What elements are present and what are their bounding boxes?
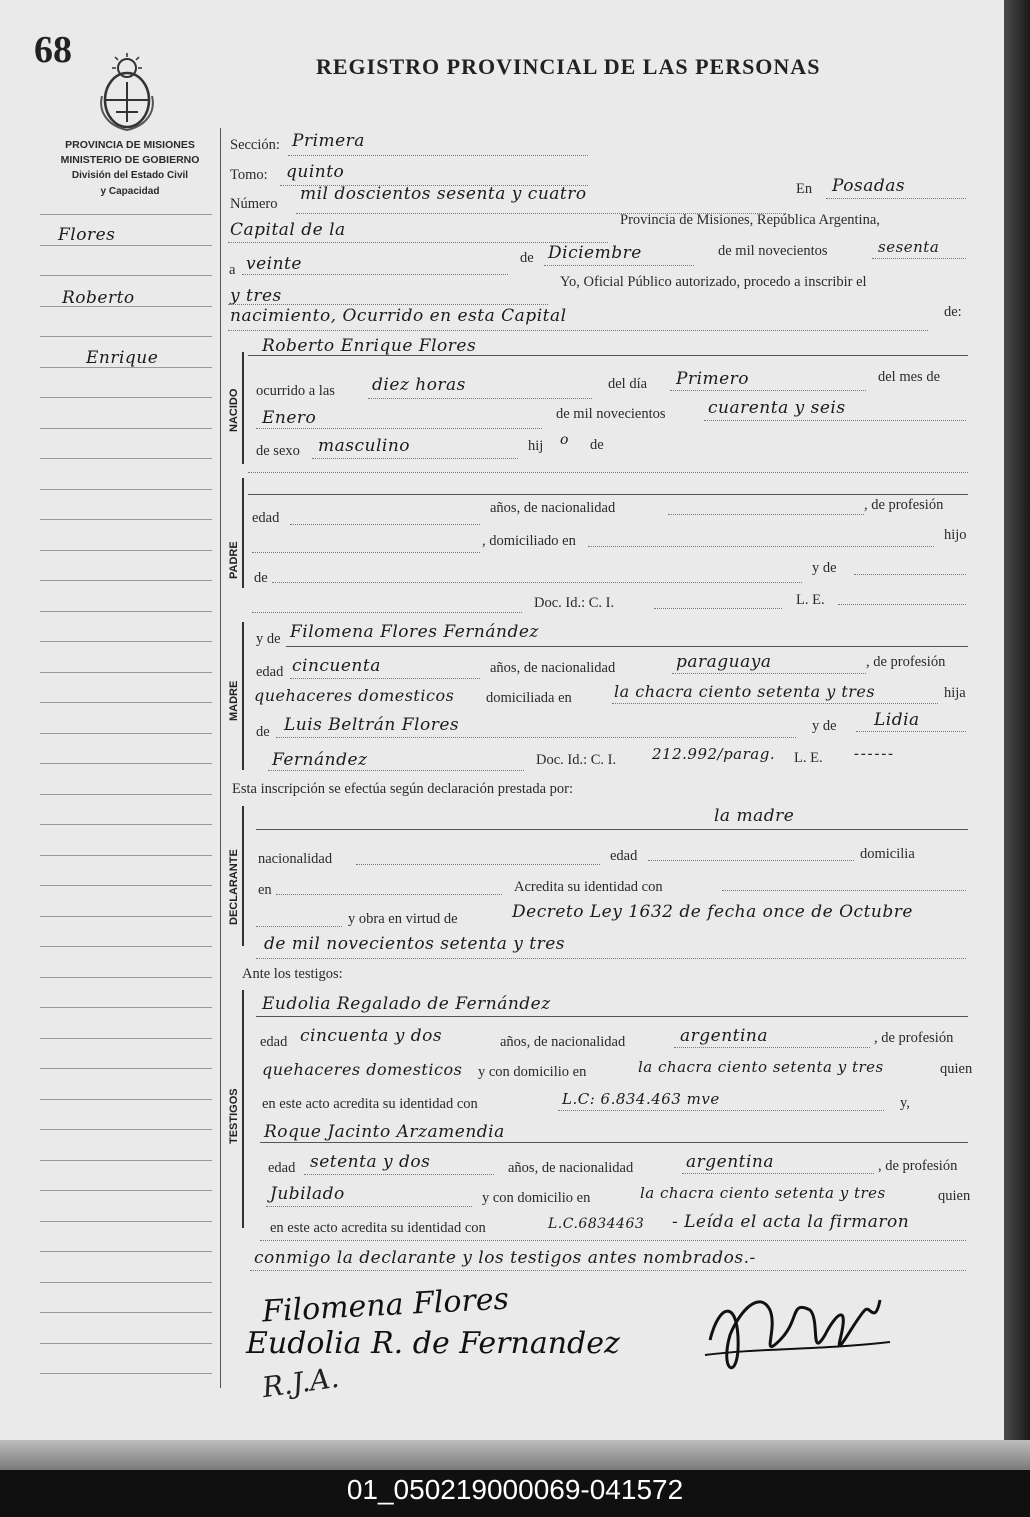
declarante-en-label: en [258,882,272,898]
padre-anos-label: años, de nacionalidad [490,500,616,516]
testigo1-nac: argentina [680,1026,769,1046]
testigo2-domicilio: la chacra ciento setenta y tres [640,1184,886,1202]
declarante-nac-label: nacionalidad [258,851,333,867]
margin-rule [40,550,212,551]
madre-edad-label: edad [256,664,284,680]
sexo-label: de sexo [256,443,300,459]
nac-anio-value: cuarenta y seis [708,398,846,418]
madre-hija-label: hija [944,685,966,701]
margin-rule [40,458,212,459]
signature-eudolia: Eudolia R. de Fernandez [246,1326,620,1361]
padre-dom-label: , domiciliado en [482,533,576,549]
margin-rule [40,824,212,825]
madre-domicilio: la chacra ciento setenta y tres [614,682,876,701]
madre-yde-label: y de [256,631,281,647]
margin-rule [40,733,212,734]
testigo2-profesion: Jubilado [270,1184,345,1204]
acto-value: nacimiento, Ocurrido en esta Capital [230,306,567,326]
margin-rule [40,794,212,795]
madre-anos-label: años, de nacionalidad [490,660,616,676]
margin-rule [40,946,212,947]
margin-rule [40,702,212,703]
yo-text: Yo, Oficial Público autorizado, procedo a inscribir el [560,274,867,290]
margin-rule [40,245,212,246]
tomo-value: quinto [286,162,345,182]
madre-yde2-label: y de [812,718,837,734]
margin-rule [40,977,212,978]
declarante-domicilia-label: domicilia [860,846,915,862]
padre-le-label: L. E. [796,592,825,608]
madre-padre: Luis Beltrán Flores [284,715,460,735]
margin-rule [40,916,212,917]
margin-rule [40,1343,212,1344]
t1-quien-label: quien [940,1061,973,1077]
margin-rule [40,1282,212,1283]
mes-label: del mes de [878,369,941,385]
numero-label: Número [230,196,278,212]
capital-value: Capital de la [230,220,346,240]
official-stamp [739,1379,921,1438]
margin-rule [40,1068,212,1069]
anio-prefix: de mil novecientos [718,243,828,259]
declarante-virtud-2: de mil novecientos setenta y tres [264,934,566,954]
margin-rule [40,1129,212,1130]
margin-name-2: Enrique [86,348,159,368]
testigo1-nombre: Eudolia Regalado de Fernández [262,994,551,1014]
madre-prof-label: , de profesión [866,654,946,670]
madre-le-label: L. E. [794,750,823,766]
org-line-4: y Capacidad [100,186,160,197]
hijo-de-label: de [590,437,604,453]
declarante-acredita-label: Acredita su identidad con [514,879,663,895]
margin-rule [40,214,212,215]
madre-profesion: quehaceres domesticos [254,686,455,705]
testigo2-doc: L.C.6834463 [548,1216,645,1232]
t1-edad-label: edad [260,1034,288,1050]
hijo-label: hij [528,438,544,454]
cierre-2: conmigo la declarante y los testigos antes nombrados.- [254,1248,756,1268]
dia-label: del día [608,376,648,392]
nac-mes-value: Enero [262,408,317,428]
margin-rule [40,1251,212,1252]
margin-rule [40,763,212,764]
dia-value: veinte [246,254,302,274]
t2-anos-label: años, de nacionalidad [508,1160,634,1176]
testigo1-profesion: quehaceres domesticos [262,1060,463,1079]
testigos-intro: Ante los testigos: [242,966,343,982]
seccion-label: Sección: [230,137,280,153]
de-label: de [520,250,534,266]
t1-acto-label: en este acto acredita su identidad con [262,1096,478,1112]
numero-value: mil doscientos sesenta y cuatro [300,184,587,204]
declarante-quien: la madre [714,806,795,826]
nac-dia-value: Primero [676,369,750,389]
margin-rule [40,611,212,612]
coat-of-arms-icon [98,52,156,132]
de-colon: de: [944,304,962,320]
t2-quien-label: quien [938,1188,971,1204]
sexo-value: masculino [318,436,411,456]
signature-filomena: Filomena Flores [261,1281,510,1330]
t2-edad-label: edad [268,1160,296,1176]
margin-rule [40,641,212,642]
margin-name-1: Roberto [62,288,135,308]
testigo1-domicilio: la chacra ciento setenta y tres [638,1058,884,1076]
madre-de-label: de [256,724,270,740]
margin-rule [40,1312,212,1313]
madre-doc: 212.992/parag. [652,745,776,763]
margin-rule [40,885,212,886]
seccion-value: Primera [292,131,365,151]
form-left-border [220,128,221,1388]
t2-prof-label: , de profesión [878,1158,958,1174]
margin-rule [40,336,212,337]
padre-hijo-label: hijo [944,527,967,543]
margin-surname: Flores [58,225,116,245]
nacido-section-label: NACIDO [228,388,240,432]
margin-rule [40,855,212,856]
madre-le: ------ [854,746,895,762]
padre-edad-label: edad [252,510,280,526]
padre-prof-label: , de profesión [864,497,944,513]
ocurrido-label: ocurrido a las [256,383,335,399]
anio-value-1: sesenta [878,238,940,256]
page-number: 68 [34,29,72,71]
madre-madre-2: Fernández [272,750,368,770]
madre-nombre: Filomena Flores Fernández [290,622,539,642]
madre-madre-1: Lidia [874,710,920,730]
testigo2-nombre: Roque Jacinto Arzamendia [264,1122,505,1142]
signature-roque: R.J.A. [260,1360,341,1405]
t1-prof-label: , de profesión [874,1030,954,1046]
official-signature-icon [700,1280,900,1390]
madre-nacionalidad: paraguaya [676,652,772,672]
testigo2-edad: setenta y dos [310,1152,431,1172]
t1-y-label: y, [900,1095,910,1111]
testigo1-edad: cincuenta y dos [300,1026,443,1046]
t1-anos-label: años, de nacionalidad [500,1034,626,1050]
padre-doc-label: Doc. Id.: C. I. [534,595,615,611]
provincia-text: Provincia de Misiones, República Argentina, [620,212,880,228]
declarante-virtud: Decreto Ley 1632 de fecha once de Octubre [512,902,913,922]
book-binding-edge [1004,0,1030,1460]
declarante-virtud-label: y obra en virtud de [348,911,458,927]
testigo2-nac: argentina [686,1152,775,1172]
margin-rule [40,1038,212,1039]
mes-value: Diciembre [548,243,642,263]
testigos-section-label: TESTIGOS [228,1088,240,1144]
page-bottom-edge [0,1440,1030,1470]
page-title: REGISTRO PROVINCIAL DE LAS PERSONAS [316,54,821,79]
margin-rule [40,428,212,429]
anio-value-2: y tres [230,286,282,306]
org-line-3: División del Estado Civil [71,170,189,181]
declarante-section-label: DECLARANTE [228,849,240,925]
madre-dom-label: domiciliada en [486,690,572,706]
margin-rule [40,519,212,520]
madre-doc-label: Doc. Id.: C. I. [536,752,617,768]
testigo1-doc: L.C: 6.834.463 mve [562,1090,720,1108]
hora-value: diez horas [372,375,466,395]
en-label: En [796,181,813,197]
a-label: a [229,262,236,278]
margin-rule [40,489,212,490]
margin-rule [40,397,212,398]
tomo-label: Tomo: [230,167,268,183]
margin-rule [40,1221,212,1222]
declarante-intro: Esta inscripción se efectúa según declaración prestada por: [232,781,574,797]
margin-rule [40,580,212,581]
t2-acto-label: en este acto acredita su identidad con [270,1220,486,1236]
document-id: 01_050219000069-041572 [346,1474,684,1505]
org-line-2: MINISTERIO DE GOBIERNO [60,154,200,166]
nacido-nombre: Roberto Enrique Flores [262,336,477,356]
padre-yde-label: y de [812,560,837,576]
org-line-1: PROVINCIA DE MISIONES [65,139,195,151]
madre-edad: cincuenta [292,656,381,676]
declarante-edad-label: edad [610,848,638,864]
margin-rule [40,1160,212,1161]
t2-con-dom-label: y con domicilio en [482,1190,591,1206]
margin-rule [40,275,212,276]
madre-section-label: MADRE [228,680,240,722]
margin-rule [40,1373,212,1374]
margin-rule [40,1190,212,1191]
nac-anio-label: de mil novecientos [556,406,666,422]
margin-rule [40,1007,212,1008]
en-value: Posadas [832,176,906,196]
margin-rule [40,1099,212,1100]
padre-section-label: PADRE [228,541,240,579]
hijo-suffix: o [560,432,569,448]
margin-rule [40,672,212,673]
t1-con-dom-label: y con domicilio en [478,1064,587,1080]
cierre-1: - Leída el acta la firmaron [672,1212,910,1232]
padre-de-label: de [254,570,268,586]
